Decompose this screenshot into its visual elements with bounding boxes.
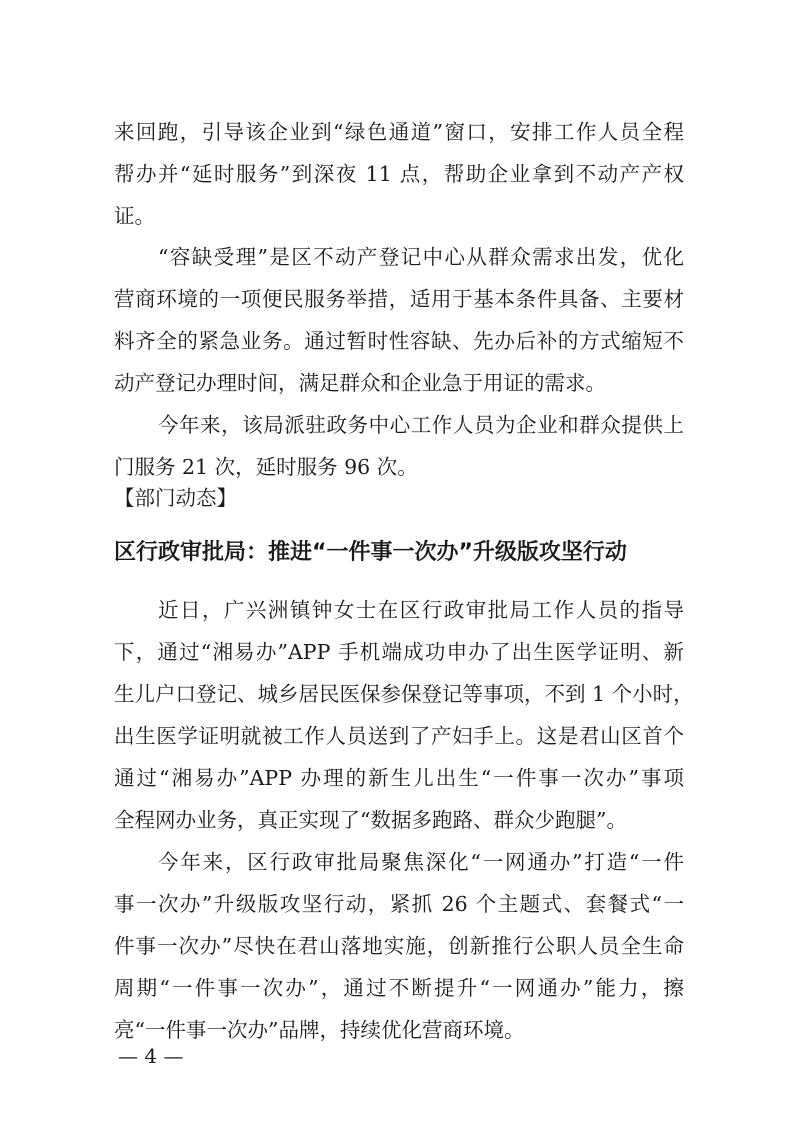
text-line: 周期“一件事一次办”，通过不断提升“一网通办”能力，擦 xyxy=(114,976,684,1000)
article-headline: 区行政审批局：推进“一件事一次办”升级版攻坚行动 xyxy=(114,540,627,565)
text-line: 今年来，该局派驻政务中心工作人员为企业和群众提供上 xyxy=(158,413,684,437)
text-line: “容缺受理”是区不动产登记中心从群众需求出发，优化 xyxy=(158,245,684,269)
text-line: 动产登记办理时间，满足群众和企业急于用证的需求。 xyxy=(114,371,606,395)
text-line: 生儿户口登记、城乡居民医保参保登记等事项，不到 1 个小时， xyxy=(114,682,694,706)
text-line: 出生医学证明就被工作人员送到了产妇手上。这是君山区首个 xyxy=(114,724,684,748)
text-line: 近日，广兴洲镇钟女士在区行政审批局工作人员的指导 xyxy=(158,598,684,622)
text-line: 来回跑，引导该企业到“绿色通道”窗口，安排工作人员全程 xyxy=(114,120,684,144)
text-line: 料齐全的紧急业务。通过暂时性容缺、先办后补的方式缩短不 xyxy=(114,329,684,353)
text-line: 通过“湘易办”APP 办理的新生儿出生“一件事一次办”事项 xyxy=(114,766,684,790)
text-line: 门服务 21 次，延时服务 96 次。 xyxy=(114,455,418,479)
text-line: 事一次办”升级版攻坚行动，紧抓 26 个主题式、套餐式“一 xyxy=(114,892,684,916)
text-line: 下，通过“湘易办”APP 手机端成功申办了出生医学证明、新 xyxy=(114,640,684,664)
text-line: 帮办并“延时服务”到深夜 11 点，帮助企业拿到不动产产权 xyxy=(114,162,684,186)
page-number: — 4 — xyxy=(118,1044,184,1068)
text-line: 亮“一件事一次办”品牌，持续优化营商环境。 xyxy=(114,1018,525,1042)
text-line: 今年来，区行政审批局聚焦深化“一网通办”打造“一件 xyxy=(158,850,684,874)
section-tag: 【部门动态】 xyxy=(114,486,237,510)
text-line: 证。 xyxy=(114,204,155,228)
text-line: 全程网办业务，真正实现了“数据多跑路、群众少跑腿”。 xyxy=(114,808,627,832)
text-line: 件事一次办”尽快在君山落地实施，创新推行公职人员全生命 xyxy=(114,934,684,958)
text-line: 营商环境的一项便民服务举措，适用于基本条件具备、主要材 xyxy=(114,287,684,311)
